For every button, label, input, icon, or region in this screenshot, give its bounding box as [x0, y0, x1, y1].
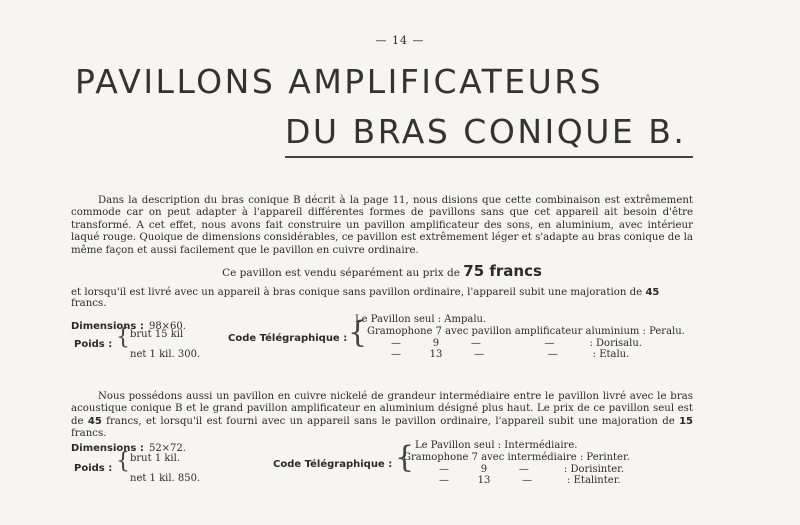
block1-weight-net: net 1 kil. 300.: [130, 349, 201, 360]
block1-dimensions-label: Dimensions :: [71, 321, 144, 332]
second-paragraph-value-2: 15: [679, 415, 694, 427]
block2-poids-label: Poids :: [74, 463, 113, 474]
block2-code-label: Code Télégraphique :: [273, 459, 393, 470]
price-text: Ce pavillon est vendu séparément au prix de: [222, 267, 460, 279]
supplement-text: et lorsqu'il est livré avec un appareil à bras conique sans pavillon ordinaire, l'appareil subit une majoration de: [71, 287, 643, 298]
second-paragraph-value-1: 45: [87, 415, 102, 427]
second-paragraph-mid: francs, et lorsqu'il est fourni avec un appareil sans le pavillon ordinaire, l'appareil subit une majoration de: [106, 415, 675, 427]
title-underline: [285, 156, 693, 158]
block1-code-brace: {: [348, 315, 368, 350]
block1-brace: {: [116, 325, 130, 350]
block1-code-line: Le Pavillon seul : Ampalu.: [355, 314, 487, 325]
supplement-value: 45: [645, 287, 660, 298]
intro-paragraph: [71, 195, 693, 257]
page-title-line-1: PAVILLONS AMPLIFICATEURS: [75, 62, 604, 101]
block2-brace: {: [116, 449, 130, 474]
price-value: 75 francs: [463, 262, 542, 280]
page-title-line-2: DU BRAS CONIQUE B.: [285, 112, 687, 151]
price-line: [71, 262, 693, 280]
block2-code-line: Gramophone 7 avec intermédiaire : Perinter.: [403, 451, 630, 463]
block2-weight-net: net 1 kil. 850.: [130, 473, 201, 484]
block1-code-line: Gramophone 7 avec pavillon amplificateur aluminium : Peralu.: [367, 325, 685, 337]
page-number: — 14 —: [375, 34, 425, 47]
block2-code-brace: {: [395, 440, 415, 475]
block2-dimensions-label: Dimensions :: [71, 443, 144, 454]
block2-weight-brut: brut 1 kil.: [130, 453, 180, 464]
block1-weight-brut: brut 15 kil: [130, 329, 184, 340]
block1-code-line: — 9 — — : Dorisalu.: [391, 337, 642, 349]
block1-poids-label: Poids :: [74, 339, 113, 350]
block2-code-line: — 9 — : Dorisinter.: [439, 463, 625, 475]
block2-dimensions-value: 52×72.: [148, 443, 186, 454]
block1-code-line: — 13 — — : Etalu.: [391, 349, 630, 361]
second-paragraph: [71, 391, 693, 441]
block1-dimensions-value: 98×60.: [148, 321, 186, 332]
second-paragraph-start: Nous possédons aussi un pavillon en cuivre nickelé de grandeur intermédiaire entre le pavillon livré avec le bras acoustique conique B et le grand pavillon amplificateur en aluminium désigné plus haut. Le prix de ce pavillon seul est de: [71, 391, 693, 427]
second-paragraph-end: francs.: [71, 428, 107, 440]
supplement-unit: francs.: [71, 298, 107, 309]
block1-code-lines: [355, 314, 685, 361]
supplement-line: [71, 287, 693, 309]
block2-code-line: Le Pavillon seul : Intermédiaire.: [415, 440, 578, 451]
block1-code-label: Code Télégraphique :: [228, 333, 348, 344]
intro-paragraph-text: Dans la description du bras conique B décrit à la page 11, nous disions que cette combinaison est extrêmement commode car on peut adapter à l'appareil différentes formes de pavillons sans que cet appareil ait besoin d'être transformé. A cet effet, nous avons fait construire un pavillon amplificateur des sons, en aluminium, avec intérieur laqué rouge. Quoique de dimensions considérables, ce pavillon est extrêmement léger et s'adapte au bras conique de la même façon et aussi facilement que le pavillon en cuivre ordinaire.: [71, 195, 693, 256]
block2-code-line: — 13 — : Etalinter.: [439, 475, 621, 487]
block2-code-lines: [403, 440, 630, 487]
